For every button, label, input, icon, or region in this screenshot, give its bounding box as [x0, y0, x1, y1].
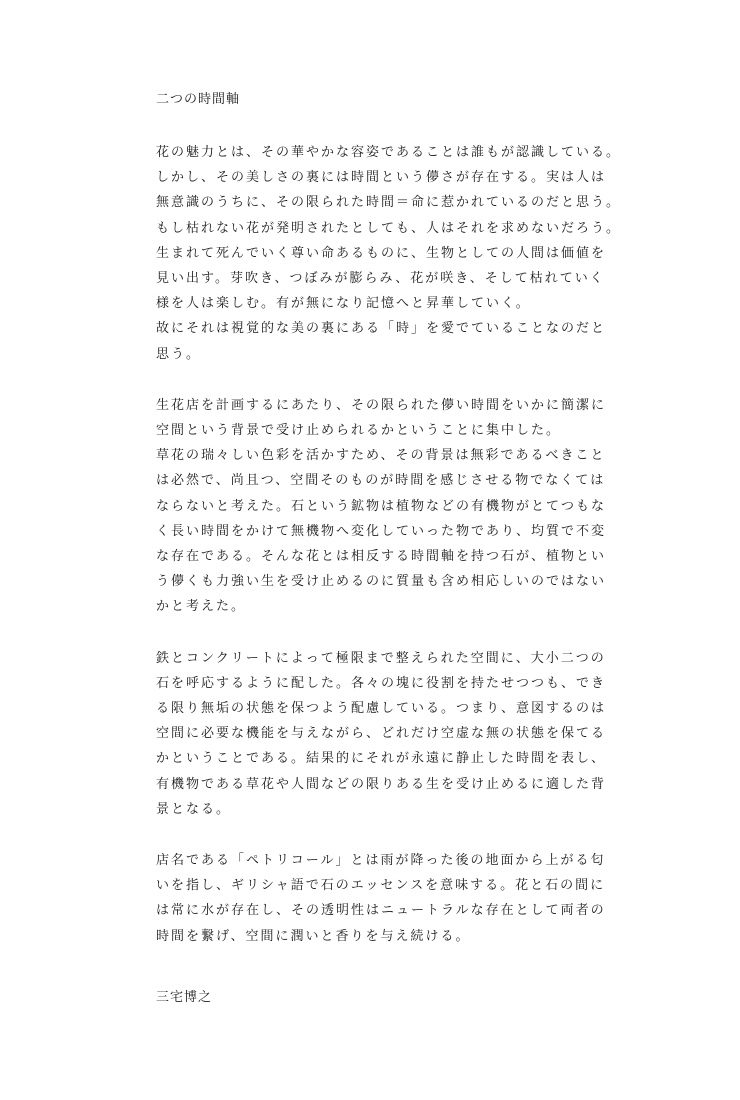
- text-line: は必然で、尚且つ、空間そのものが時間を感じさせる物でなくては: [156, 473, 606, 489]
- text-line: 生花店を計画するにあたり、その限られた儚い時間をいかに簡潔に: [156, 397, 607, 413]
- text-line: 景となる。: [156, 801, 232, 817]
- text-line: な存在である。そんな花とは相反する時間軸を持つ石が、植物とい: [156, 549, 607, 565]
- text-line: 草花の瑞々しい色彩を活かすため、その背景は無彩であるべきこと: [156, 448, 606, 464]
- text-line: かということである。結果的にそれが永遠に静止した時間を表し、: [156, 751, 607, 767]
- text-line: う儚くも力強い生を受け止めるのに質量も含め相応しいのではない: [156, 574, 607, 590]
- text-line: もし枯れない花が発明されたとしても、人はそれを求めないだろう。: [156, 220, 622, 236]
- text-line: 鉄とコンクリートによって極限まで整えられた空間に、大小二つの: [156, 650, 606, 666]
- paragraph-2: [156, 393, 607, 620]
- text-line: 思う。: [156, 346, 202, 362]
- text-line: る限り無垢の状態を保つよう配慮している。つまり、意図するのは: [156, 701, 607, 717]
- document-body: [156, 140, 622, 975]
- text-line: 時間を繋げ、空間に潤いと香りを与え続ける。: [156, 928, 471, 944]
- text-line: 店名である「ペトリコール」とは雨が降った後の地面から上がる匂: [156, 853, 606, 869]
- text-line: 見い出す。芽吹き、つぼみが膨らみ、花が咲き、そして枯れていく: [156, 271, 605, 287]
- document-title: 二つの時間軸: [156, 92, 241, 107]
- text-line: く長い時間をかけて無機物へ変化していった物であり、均質で不変: [156, 523, 607, 539]
- paragraph-1: [156, 140, 622, 367]
- text-line: 石を呼応するように配した。各々の塊に役割を持たせつつも、でき: [156, 675, 607, 691]
- text-line: かと考えた。: [156, 599, 247, 615]
- text-line: 無意識のうちに、その限られた時間＝命に惹かれているのだと思う。: [156, 195, 622, 211]
- text-line: 様を人は楽しむ。有が無になり記憶へと昇華していく。: [156, 296, 531, 312]
- author-name: 三宅博之: [156, 990, 213, 1005]
- paragraph-4: [156, 848, 606, 949]
- text-line: ならないと考えた。石という鉱物は植物などの有機物がとてつもな: [156, 498, 607, 514]
- text-line: 有機物である草花や人間などの限りある生を受け止めるに適した背: [156, 776, 607, 792]
- text-line: 空間という背景で受け止められるかということに集中した。: [156, 423, 562, 439]
- text-line: しかし、その美しさの裏には時間という儚さが存在する。実は人は: [156, 170, 607, 186]
- text-line: いを指し、ギリシャ語で石のエッセンスを意味する。花と石の間に: [156, 878, 606, 894]
- paragraph-3: [156, 646, 607, 822]
- text-line: 故にそれは視覚的な美の裏にある「時」を愛でていることなのだと: [156, 321, 607, 337]
- text-line: 空間に必要な機能を与えながら、どれだけ空虚な無の状態を保てる: [156, 726, 607, 742]
- text-line: は常に水が存在し、その透明性はニュートラルな存在として両者の: [156, 903, 606, 919]
- text-line: 生まれて死んでいく尊い命あるものに、生物としての人間は価値を: [156, 245, 607, 261]
- text-line: 花の魅力とは、その華やかな容姿であることは誰もが認識している。: [156, 145, 622, 160]
